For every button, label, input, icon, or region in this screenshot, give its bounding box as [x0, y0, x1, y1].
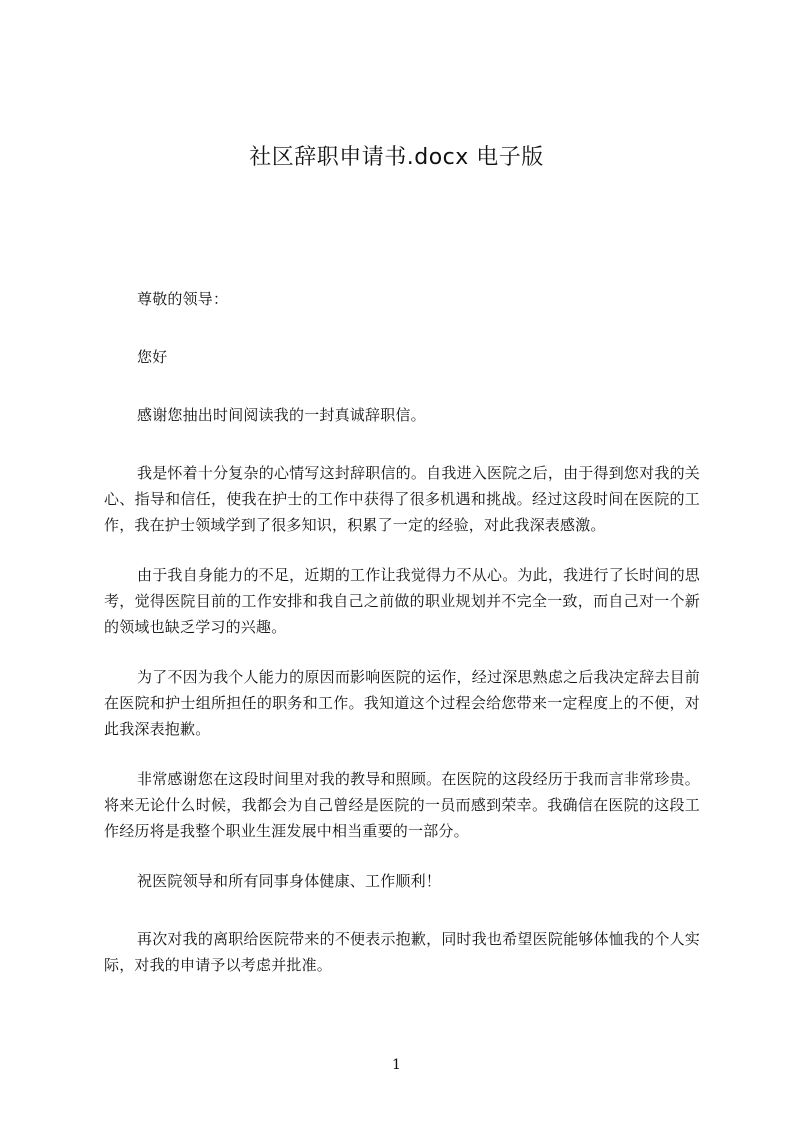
closing-paragraph: 再次对我的离职给医院带来的不便表示抱歉，同时我也希望医院能够体恤我的个人实际，对我的申请予以考虑并批准。 — [104, 930, 700, 974]
body-paragraph: 由于我自身能力的不足，近期的工作让我觉得力不从心。为此，我进行了长时间的思考，觉得医院目前的工作安排和我自己之前做的职业规划并不完全一致，而自己对一个新的领域也缺乏学习的兴趣。 — [104, 566, 700, 636]
wishes-line: 祝医院领导和所有同事身体健康、工作顺利！ — [137, 872, 442, 890]
page-number: 1 — [392, 1057, 401, 1073]
thanks-line: 感谢您抽出时间阅读我的一封真诚辞职信。 — [137, 406, 426, 424]
greeting-line: 您好 — [137, 348, 168, 366]
body-paragraph: 为了不因为我个人能力的原因而影响医院的运作，经过深思熟虑之后我决定辞去目前在医院和护士组所担任的职务和工作。我知道这个过程会给您带来一定程度上的不便，对此我深表抱歉。 — [104, 668, 700, 738]
body-paragraph: 我是怀着十分复杂的心情写这封辞职信的。自我进入医院之后，由于得到您对我的关心、指导和信任，使我在护士的工作中获得了很多机遇和挑战。经过这段时间在医院的工作，我在护士领域学到了很多知识，积累了一定的经验，对此我深表感激。 — [104, 464, 700, 534]
salutation: 尊敬的领导： — [137, 290, 229, 308]
document-title: 社区辞职申请书.docx 电子版 — [249, 145, 544, 170]
letter-body — [104, 286, 700, 1002]
body-paragraph: 非常感谢您在这段时间里对我的教导和照顾。在医院的这段经历于我而言非常珍贵。将来无论什么时候，我都会为自己曾经是医院的一员而感到荣幸。我确信在医院的这段工作经历将是我整个职业生涯发展中相当重要的一部分。 — [104, 770, 700, 840]
